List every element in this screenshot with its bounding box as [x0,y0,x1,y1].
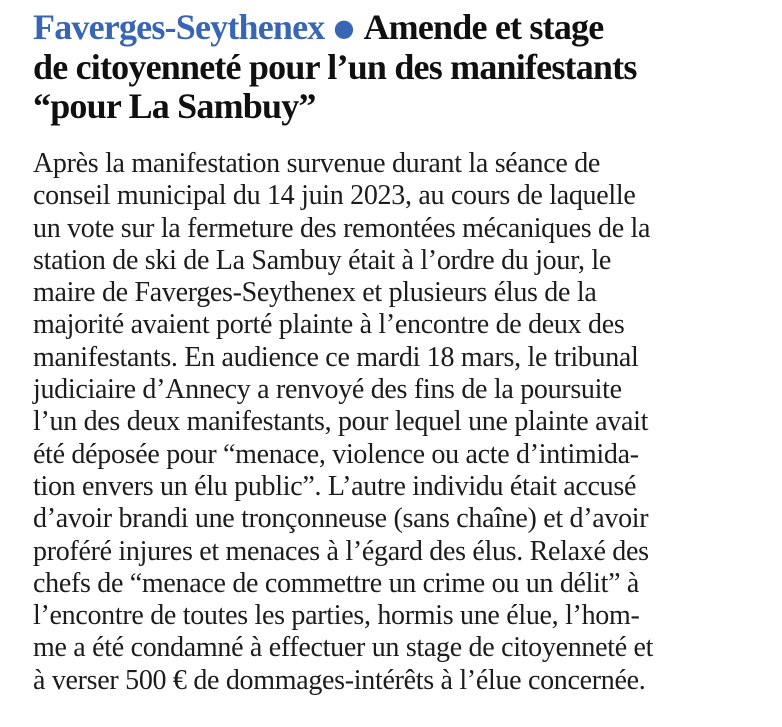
body-line: manifestants. En audience ce mardi 18 mars, le tribunal [33,341,639,373]
headline-text-part-2: de citoyenneté pour l’un des manifestants [33,47,637,87]
headline-kicker: Faverges-Seythenex [33,7,325,47]
body-line: judiciaire d’Annecy a renvoyé des fins de la poursuite [33,374,622,406]
body-line: me a été condamné à effectuer un stage de citoyenneté et [33,632,654,664]
headline-text-part-1: Amende et stage [363,7,604,47]
circle-bullet-icon: ● [333,14,355,42]
body-line: Après la manifestation survenue durant la séance de [33,148,601,179]
body-line: chefs de “menace de commettre un crime ou un délit” à [33,567,640,599]
body-line: été déposée pour “menace, violence ou acte d’intimida- [33,438,639,470]
body-line: conseil municipal du 14 juin 2023, au cours de laquelle [33,180,636,212]
body-line: maire de Faverges-Seythenex et plusieurs élus de la [33,277,597,309]
body-line: l’encontre de toutes les parties, hormis une élue, l’hom- [33,600,640,632]
body-line: tion envers un élu public”. L’autre individu était accusé [33,470,637,502]
headline-text-part-3: “pour La Sambuy” [33,86,316,126]
headline-line-1 [33,8,773,48]
body-line: majorité avaient porté plainte à l’encontre de deux des [33,309,625,341]
headline-line-2 [33,48,773,87]
article-content [33,8,773,697]
body-line: proféré injures et menaces à l’égard des élus. Relaxé des [33,535,649,567]
article-body [33,148,773,697]
body-line: à verser 500 € de dommages-intérêts à l’élue concernée. [33,664,646,696]
body-line: d’avoir brandi une tronçonneuse (sans chaîne) et d’avoir [33,503,649,535]
body-line: un vote sur la fermeture des remontées mécaniques de la [33,212,651,244]
article-headline [33,8,773,126]
body-line: l’un des deux manifestants, pour lequel une plainte avait [33,406,649,438]
body-line: station de ski de La Sambuy était à l’ordre du jour, le [33,244,611,276]
headline-line-3 [33,87,773,126]
